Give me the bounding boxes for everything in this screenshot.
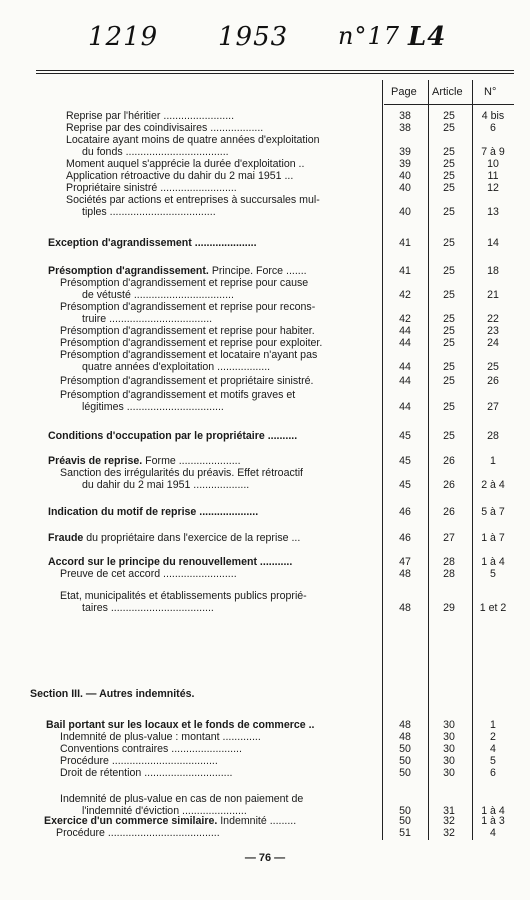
row-number: 7 à 9 <box>481 146 505 158</box>
row-label: Droit de rétention .............................. <box>60 767 233 779</box>
row-page: 40 <box>399 206 411 218</box>
row-number: 11 <box>487 170 499 182</box>
row-number: 2 <box>490 731 496 743</box>
row-label: Présomption d'agrandissement et reprise pour habiter. <box>60 325 315 337</box>
row-article: 25 <box>443 361 455 373</box>
row-number: 5 <box>490 755 496 767</box>
row-article: 25 <box>443 289 455 301</box>
handwritten-number: n°17 <box>338 22 400 50</box>
row-page: 46 <box>399 532 411 544</box>
row-label: Procédure .................................... <box>60 755 218 767</box>
header-page: Page <box>391 86 417 98</box>
row-number: 1 et 2 <box>479 602 507 614</box>
row-page: 48 <box>399 602 411 614</box>
row-article: 25 <box>443 122 455 134</box>
row-number: 1 à 4 <box>481 805 505 817</box>
handwritten-ref: 1219 <box>88 22 159 52</box>
row-article: 27 <box>443 532 455 544</box>
row-page: 44 <box>399 361 411 373</box>
row-label: Présomption d'agrandissement et reprise pour exploiter. <box>60 337 323 349</box>
row-article: 26 <box>443 479 455 491</box>
row-label: Présomption d'agrandissement. Principe. Force ....... <box>48 265 307 277</box>
row-page: 40 <box>399 182 411 194</box>
row-page: 42 <box>399 313 411 325</box>
row-page: 41 <box>399 265 411 277</box>
handwritten-code: L4 <box>408 22 447 52</box>
row-number: 13 <box>487 206 499 218</box>
row-page: 44 <box>399 375 411 387</box>
row-number: 12 <box>487 182 499 194</box>
row-label: de vétusté .................................. <box>82 289 234 301</box>
row-number: 2 à 4 <box>481 479 505 491</box>
row-article: 25 <box>443 401 455 413</box>
row-number: 18 <box>487 265 499 277</box>
row-label: Bail portant sur les locaux et le fonds de commerce .. <box>46 719 315 731</box>
row-page: 44 <box>399 401 411 413</box>
row-page: 42 <box>399 289 411 301</box>
row-page: 50 <box>399 805 411 817</box>
row-label: Accord sur le principe du renouvellement ........... <box>48 556 293 568</box>
row-page: 50 <box>399 755 411 767</box>
row-article: 30 <box>443 755 455 767</box>
row-label: Section III. — Autres indemnités. <box>30 688 195 700</box>
row-label: du dahir du 2 mai 1951 ................... <box>82 479 250 491</box>
row-number: 6 <box>490 767 496 779</box>
row-number: 1 <box>490 719 496 731</box>
row-page: 41 <box>399 237 411 249</box>
row-label: Propriétaire sinistré .......................... <box>66 182 237 194</box>
row-number: 1 <box>490 455 496 467</box>
row-label: truire ................................... <box>82 313 213 325</box>
row-page: 46 <box>399 506 411 518</box>
row-label: Présomption d'agrandissement et reprise pour recons- <box>60 301 316 313</box>
row-label: Sanction des irrégularités du préavis. Effet rétroactif <box>60 467 303 479</box>
row-number: 4 bis <box>481 110 505 122</box>
row-label: Fraude du propriétaire dans l'exercice de la reprise ... <box>48 532 301 544</box>
page-number: — 76 — <box>244 852 286 864</box>
row-label: Sociétés par actions et entreprises à succursales mul- <box>66 194 320 206</box>
row-article: 25 <box>443 313 455 325</box>
row-label: Exercice d'un commerce similaire. Indemnité ......... <box>44 815 297 827</box>
row-page: 45 <box>399 430 411 442</box>
row-page: 45 <box>399 455 411 467</box>
row-label: quatre années d'exploitation .................. <box>82 361 271 373</box>
row-number: 5 <box>490 568 496 580</box>
row-page: 38 <box>399 122 411 134</box>
row-article: 30 <box>443 719 455 731</box>
row-number: 4 <box>490 743 496 755</box>
row-label: Preuve de cet accord ......................... <box>60 568 237 580</box>
row-number: 10 <box>487 158 499 170</box>
row-label: Exception d'agrandissement ..................... <box>48 237 257 249</box>
row-article: 30 <box>443 731 455 743</box>
row-label: Etat, municipalités et établissements publics proprié- <box>60 590 307 602</box>
row-article: 25 <box>443 146 455 158</box>
row-label: Locataire ayant moins de quatre années d'exploitation <box>66 134 320 146</box>
header-no: N° <box>484 86 497 98</box>
row-article: 26 <box>443 455 455 467</box>
row-article: 25 <box>443 110 455 122</box>
row-page: 45 <box>399 479 411 491</box>
row-label: Indemnité de plus-value : montant ............. <box>60 731 261 743</box>
row-article: 26 <box>443 506 455 518</box>
row-label: Reprise par des coindivisaires .................. <box>66 122 264 134</box>
row-number: 6 <box>490 122 496 134</box>
row-label: Reprise par l'héritier ........................ <box>66 110 235 122</box>
row-page: 44 <box>399 325 411 337</box>
row-article: 30 <box>443 767 455 779</box>
row-number: 28 <box>487 430 499 442</box>
row-number: 23 <box>487 325 499 337</box>
row-number: 1 à 4 <box>481 556 505 568</box>
row-number: 5 à 7 <box>481 506 505 518</box>
row-label: Indemnité de plus-value en cas de non paiement de <box>60 793 304 805</box>
row-page: 50 <box>399 815 411 827</box>
row-article: 32 <box>443 827 455 839</box>
row-label: Conventions contraires ........................ <box>60 743 242 755</box>
row-label: du fonds ................................... <box>82 146 229 158</box>
row-page: 48 <box>399 719 411 731</box>
row-page: 50 <box>399 767 411 779</box>
row-label: taires ................................... <box>82 602 214 614</box>
row-article: 25 <box>443 337 455 349</box>
row-label: l'indemnité d'éviction ...................... <box>82 805 247 817</box>
row-article: 25 <box>443 206 455 218</box>
row-article: 29 <box>443 602 455 614</box>
row-article: 25 <box>443 265 455 277</box>
row-label: Présomption d'agrandissement et locataire n'ayant pas <box>60 349 318 361</box>
row-article: 32 <box>443 815 455 827</box>
row-article: 25 <box>443 325 455 337</box>
row-article: 25 <box>443 430 455 442</box>
row-article: 25 <box>443 375 455 387</box>
row-article: 31 <box>443 805 455 817</box>
row-page: 51 <box>399 827 411 839</box>
row-label: Préavis de reprise. Forme ..................... <box>48 455 241 467</box>
row-page: 44 <box>399 337 411 349</box>
row-number: 1 à 7 <box>481 532 505 544</box>
top-rule-2 <box>36 73 514 74</box>
row-article: 25 <box>443 182 455 194</box>
row-label: Présomption d'agrandissement et motifs graves et <box>60 389 296 401</box>
row-number: 14 <box>487 237 499 249</box>
row-article: 28 <box>443 556 455 568</box>
row-label: Indication du motif de reprise .................... <box>48 506 259 518</box>
row-number: 4 <box>490 827 496 839</box>
row-page: 48 <box>399 568 411 580</box>
row-page: 47 <box>399 556 411 568</box>
row-number: 27 <box>487 401 499 413</box>
row-number: 21 <box>487 289 499 301</box>
handwritten-year: 1953 <box>218 22 289 52</box>
row-label: Procédure ...................................... <box>56 827 220 839</box>
row-label: tiples .................................... <box>82 206 216 218</box>
row-label: Conditions d'occupation par le propriétaire .......... <box>48 430 298 442</box>
row-number: 22 <box>487 313 499 325</box>
header-rule <box>384 104 514 105</box>
row-label: Application rétroactive du dahir du 2 mai 1951 ... <box>66 170 294 182</box>
row-label: Moment auquel s'apprécie la durée d'exploitation .. <box>66 158 305 170</box>
top-rule-1 <box>36 70 514 71</box>
row-label: légitimes ................................. <box>82 401 224 413</box>
row-number: 26 <box>487 375 499 387</box>
row-article: 25 <box>443 158 455 170</box>
row-page: 48 <box>399 731 411 743</box>
row-page: 50 <box>399 743 411 755</box>
row-page: 40 <box>399 170 411 182</box>
row-number: 25 <box>487 361 499 373</box>
row-article: 25 <box>443 237 455 249</box>
row-number: 24 <box>487 337 499 349</box>
row-article: 30 <box>443 743 455 755</box>
row-label: Présomption d'agrandissement et propriétaire sinistré. <box>60 375 314 387</box>
row-page: 38 <box>399 110 411 122</box>
row-article: 28 <box>443 568 455 580</box>
row-label: Présomption d'agrandissement et reprise pour cause <box>60 277 309 289</box>
row-page: 39 <box>399 158 411 170</box>
row-article: 25 <box>443 170 455 182</box>
row-number: 1 à 3 <box>481 815 505 827</box>
header-article: Article <box>432 86 463 98</box>
row-page: 39 <box>399 146 411 158</box>
